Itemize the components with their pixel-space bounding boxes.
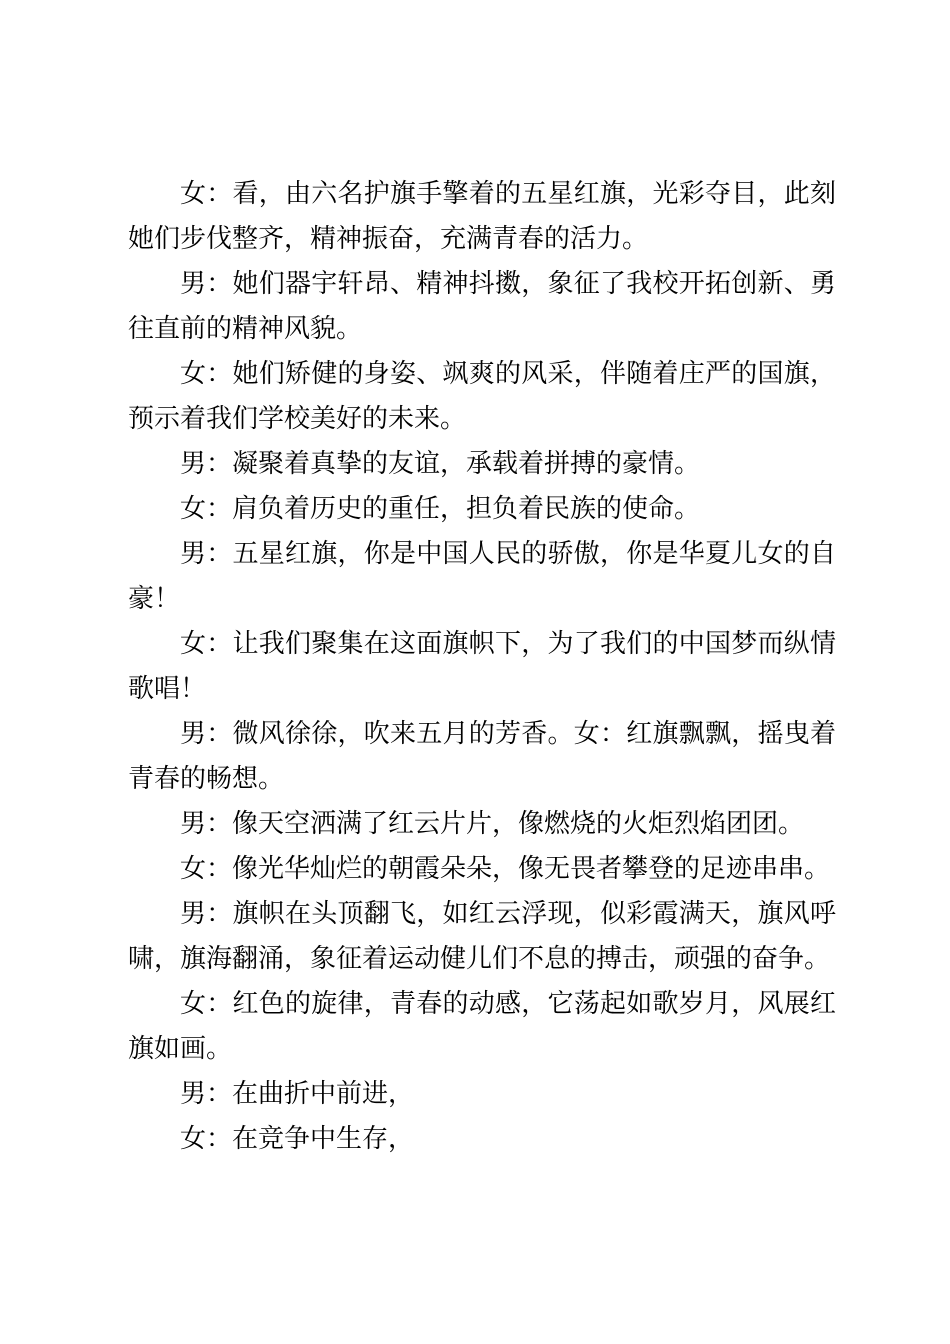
paragraph: 男：像天空洒满了红云片片，像燃烧的火炬烈焰团团。 xyxy=(180,809,805,839)
paragraph: 男：五星红旗，你是中国人民的骄傲，你是华夏儿女的自豪！ xyxy=(128,539,836,614)
paragraph: 男：微风徐徐，吹来五月的芳香。女：红旗飘飘，摇曳着青春的畅想。 xyxy=(128,719,836,794)
paragraph: 女：让我们聚集在这面旗帜下，为了我们的中国梦而纵情歌唱！ xyxy=(128,629,836,704)
paragraph: 女：红色的旋律，青春的动感，它荡起如歌岁月，风展红旗如画。 xyxy=(128,989,836,1064)
paragraph: 女：肩负着历史的重任，担负着民族的使命。 xyxy=(180,494,701,524)
paragraph: 女：看，由六名护旗手擎着的五星红旗，光彩夺目，此刻她们步伐整齐，精神振奋，充满青春的活力。 xyxy=(128,179,836,254)
paragraph: 女：在竞争中生存， xyxy=(180,1124,415,1154)
paragraph: 男：凝聚着真挚的友谊，承载着拼搏的豪情。 xyxy=(180,449,701,479)
paragraph: 男：她们器宇轩昂、精神抖擞，象征了我校开拓创新、勇往直前的精神风貌。 xyxy=(128,269,836,344)
paragraph: 女：像光华灿烂的朝霞朵朵，像无畏者攀登的足迹串串。 xyxy=(180,854,831,884)
paragraph: 女：她们矫健的身姿、飒爽的风采，伴随着庄严的国旗，预示着我们学校美好的未来。 xyxy=(128,359,836,434)
paragraph: 男：旗帜在头顶翻飞，如红云浮现，似彩霞满天，旗风呼啸，旗海翻涌，象征着运动健儿们不息的搏击，顽强的奋争。 xyxy=(128,899,836,974)
paragraph: 男：在曲折中前进， xyxy=(180,1079,415,1109)
document-body xyxy=(128,172,836,1162)
